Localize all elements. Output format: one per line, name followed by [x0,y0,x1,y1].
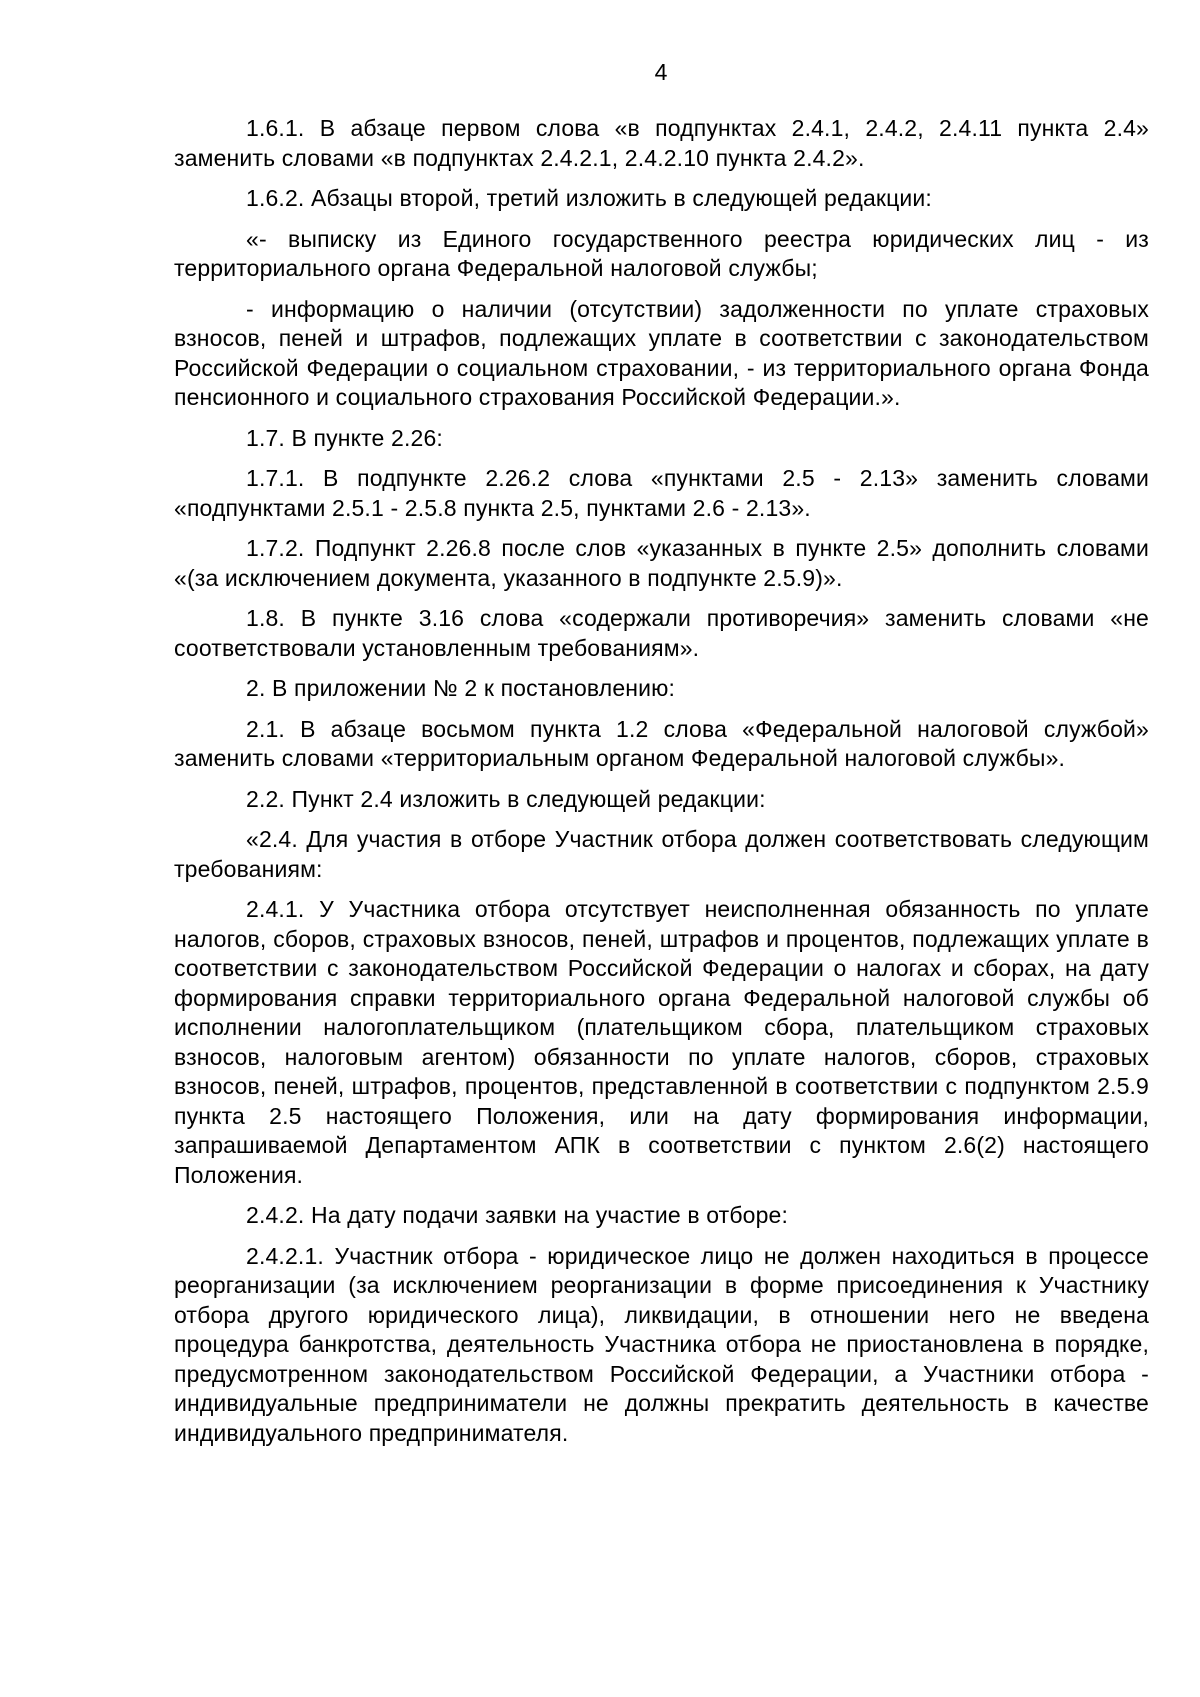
paragraph-2-4: «2.4. Для участия в отборе Участник отбора должен соответствовать следующим требованиям: [174,826,1149,882]
paragraph-1-6-1: 1.6.1. В абзаце первом слова «в подпунктах 2.4.1, 2.4.2, 2.4.11 пункта 2.4» заменить словами «в подпунктах 2.4.2.1, 2.4.2.10 пункта 2.4.2». [174,115,1149,171]
paragraph-1-7: 1.7. В пункте 2.26: [246,424,443,451]
document-body [174,114,1149,1459]
paragraph-1-7-2: 1.7.2. Подпункт 2.26.8 после слов «указанных в пункте 2.5» дополнить словами «(за исключением документа, указанного в подпункте 2.5.9)». [174,535,1149,591]
paragraph-2-4-2: 2.4.2. На дату подачи заявки на участие в отборе: [246,1202,789,1228]
paragraph-1-8: 1.8. В пункте 3.16 слова «содержали противоречия» заменить словами «не соответствовали установленным требованиям». [174,605,1149,661]
page-number: 4 [654,59,668,85]
paragraph-2: 2. В приложении № 2 к постановлению: [246,675,676,701]
paragraph-quote-info: - информацию о наличии (отсутствии) задолженности по уплате страховых взносов, пеней и штрафов, подлежащих уплате в соответствии с законодательством Российской Федерации о социальном страховании, - из территориального органа Фонда пенсионного и социального страхования Российской Федерации.». [174,295,1149,410]
paragraph-2-2: 2.2. Пункт 2.4 изложить в следующей редакции: [246,785,766,812]
paragraph-2-1: 2.1. В абзаце восьмом пункта 1.2 слова «Федеральной налоговой службой» заменить словами «территориальным органом Федеральной налоговой службы». [174,715,1149,771]
paragraph-quote-extract: «- выписку из Единого государственного реестра юридических лиц - из территориального органа Федеральной налоговой службы; [174,225,1149,281]
paragraph-1-7-1: 1.7.1. В подпункте 2.26.2 слова «пунктами 2.5 - 2.13» заменить словами «подпунктами 2.5.1 - 2.5.8 пункта 2.5, пунктами 2.6 - 2.13». [174,465,1149,521]
paragraph-2-4-1: 2.4.1. У Участника отбора отсутствует неисполненная обязанность по уплате налогов, сборов, страховых взносов, пеней, штрафов и процентов, подлежащих уплате в соответствии с законодательством Российской Федерации о налогах и сборах, на дату формирования справки территориального органа Федеральной налоговой службы об исполнении налогоплательщиком (плательщиком сбора, плательщиком страховых взносов, налоговым агентом) обязанности по уплате налогов, сборов, страховых взносов, пеней, штрафов, процентов, представленной в соответствии с подпунктом 2.5.9 пункта 2.5 настоящего Положения, или на дату формирования информации, запрашиваемой Департаментом АПК в соответствии с пунктом 2.6(2) настоящего Положения. [174,896,1149,1188]
paragraph-1-6-2: 1.6.2. Абзацы второй, третий изложить в следующей редакции: [246,185,932,211]
paragraph-2-4-2-1: 2.4.2.1. Участник отбора - юридическое лицо не должен находиться в процессе реорганизации (за исключением реорганизации в форме присоединения к Участнику отбора другого юридического лица), ликвидации, в отношении него не введена процедура банкротства, деятельность Участника отбора не приостановлена в порядке, предусмотренном законодательством Российской Федерации, а Участники отбора - индивидуальные предприниматели не должны прекратить деятельность в качестве индивидуального предпринимателя. [174,1242,1149,1446]
